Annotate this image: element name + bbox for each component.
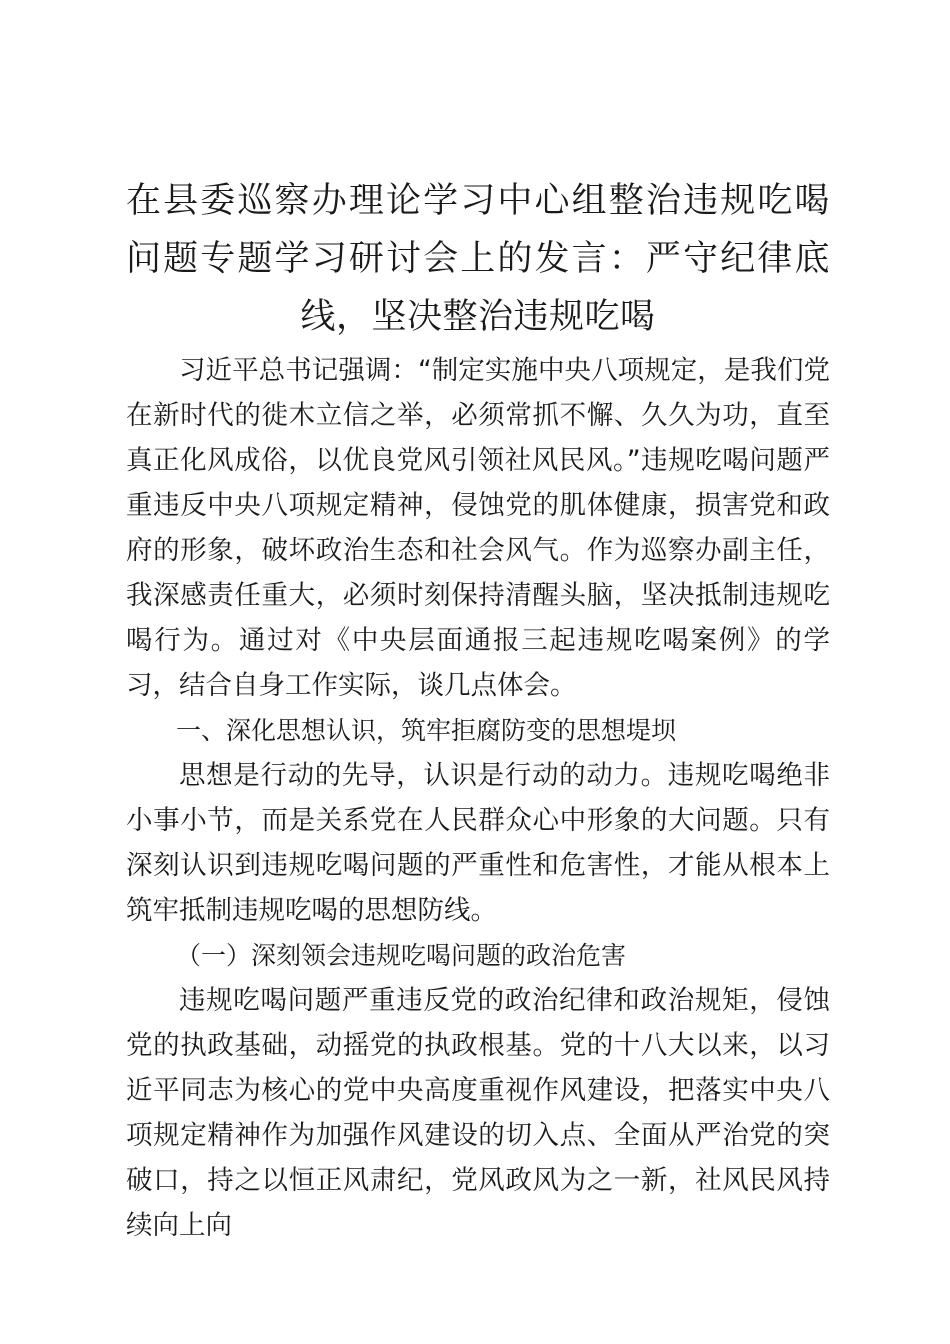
section-1-paragraph: 思想是行动的先导，认识是行动的动力。违规吃喝绝非小事小节，而是关系党在人民群众心中形象的大问题。只有深刻认识到违规吃喝问题的严重性和危害性，才能从根本上筑牢抵制违规吃喝的思想防线。: [126, 760, 830, 926]
document-title: 在县委巡察办理论学习中心组整治违规吃喝问题专题学习研讨会上的发言：严守纪律底线，坚决整治违规吃喝: [126, 181, 830, 337]
subsection-heading-1: （一）深刻领会违规吃喝问题的政治危害: [176, 941, 627, 970]
section-heading-1: 一、深化思想认识，筑牢拒腐防变的思想堤坝: [176, 716, 677, 745]
intro-paragraph: 习近平总书记强调：“制定实施中央八项规定，是我们党在新时代的徙木立信之举，必须常抓不懈、久久为功，直至真正化风成俗，以优良党风引领社风民风。”违规吃喝问题严重违反中央八项规定精神，侵蚀党的肌体健康，损害党和政府的形象，破坏政治生态和社会风气。作为巡察办副主任，我深感责任重大，必须时刻保持清醒头脑，坚决抵制违规吃喝行为。通过对《中央层面通报三起违规吃喝案例》的学习，结合自身工作实际，谈几点体会。: [126, 355, 830, 701]
subsection-1-paragraph: 违规吃喝问题严重违反党的政治纪律和政治规矩，侵蚀党的执政基础，动摇党的执政根基。党的十八大以来，以习近平同志为核心的党中央高度重视作风建设，把落实中央八项规定精神作为加强作风建设的切入点、全面从严治党的突破口，持之以恒正风肃纪，党风政风为之一新，社风民风持续向上向: [126, 985, 830, 1241]
document-page: [126, 172, 830, 1248]
